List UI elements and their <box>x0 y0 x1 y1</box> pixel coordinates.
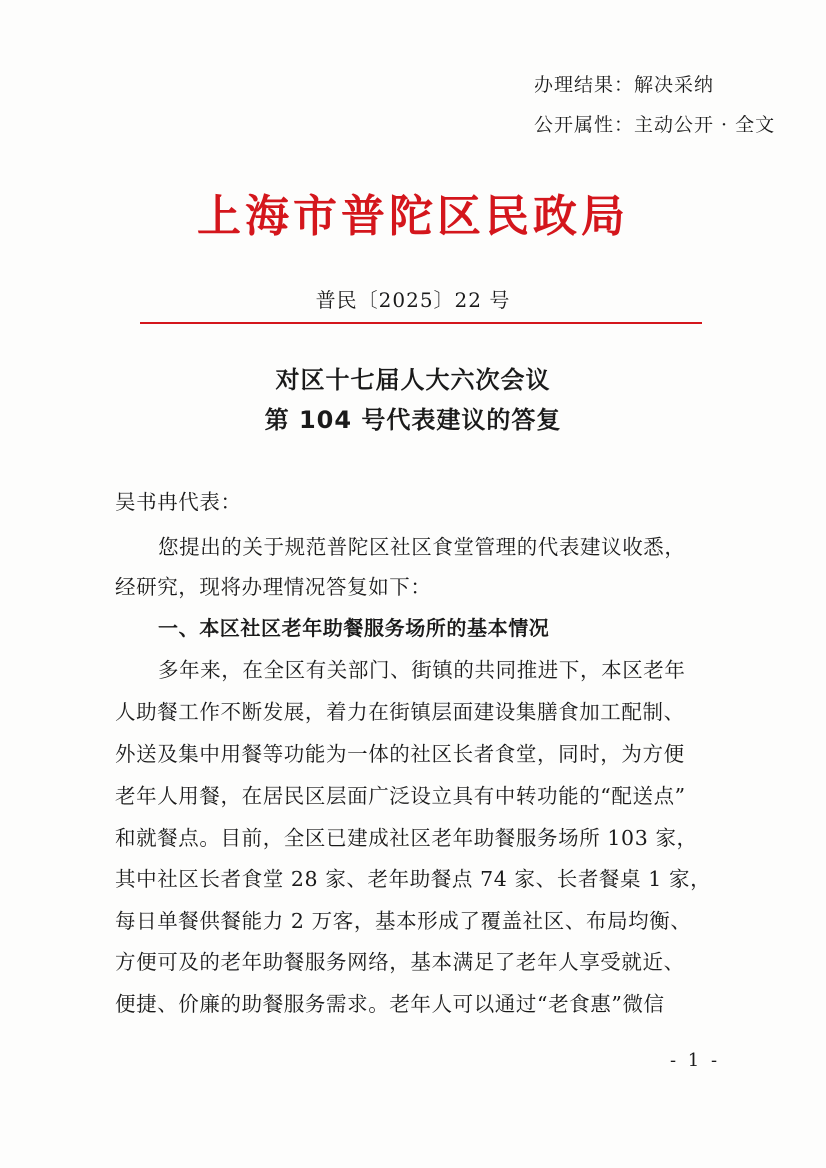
page-number: - 1 - <box>670 1050 721 1071</box>
document-number: 普民〔2025〕22 号 <box>315 288 511 312</box>
body-line: 其中社区长者食堂 28 家、老年助餐点 74 家、长者餐桌 1 家， <box>115 867 712 891</box>
body-line: 每日单餐供餐能力 2 万客，基本形成了覆盖社区、布局均衡、 <box>115 909 692 933</box>
red-divider-line <box>140 322 702 324</box>
body-line: 外送及集中用餐等功能为一体的社区长者食堂，同时，为方便 <box>115 742 685 766</box>
disclosure-attribute: 公开属性：主动公开 · 全文 <box>534 114 776 136</box>
body-line: 方便可及的老年助餐服务网络，基本满足了老年人享受就近、 <box>115 950 685 974</box>
body-line: 您提出的关于规范普陀区社区食堂管理的代表建议收悉， <box>158 535 686 559</box>
section-heading: 一、本区社区老年助餐服务场所的基本情况 <box>158 616 550 640</box>
salutation: 吴书冉代表： <box>115 490 242 514</box>
organization-title: 上海市普陀区民政局 <box>197 191 629 242</box>
handling-result: 办理结果：解决采纳 <box>534 74 715 96</box>
body-line: 经研究，现将办理情况答复如下： <box>115 575 432 599</box>
body-line: 便捷、价廉的助餐服务需求。老年人可以通过“老食惠”微信 <box>115 992 665 1016</box>
body-line: 多年来，在全区有关部门、街镇的共同推进下，本区老年 <box>158 658 686 682</box>
document-title-line-1: 对区十七届人大六次会议 <box>275 366 551 394</box>
body-line: 老年人用餐，在居民区层面广泛设立具有中转功能的“配送点” <box>115 784 686 808</box>
document-title-line-2: 第 104 号代表建议的答复 <box>264 406 562 434</box>
body-line: 和就餐点。目前，全区已建成社区老年助餐服务场所 103 家， <box>115 826 698 850</box>
body-line: 人助餐工作不断发展，着力在街镇层面建设集膳食加工配制、 <box>115 700 685 724</box>
